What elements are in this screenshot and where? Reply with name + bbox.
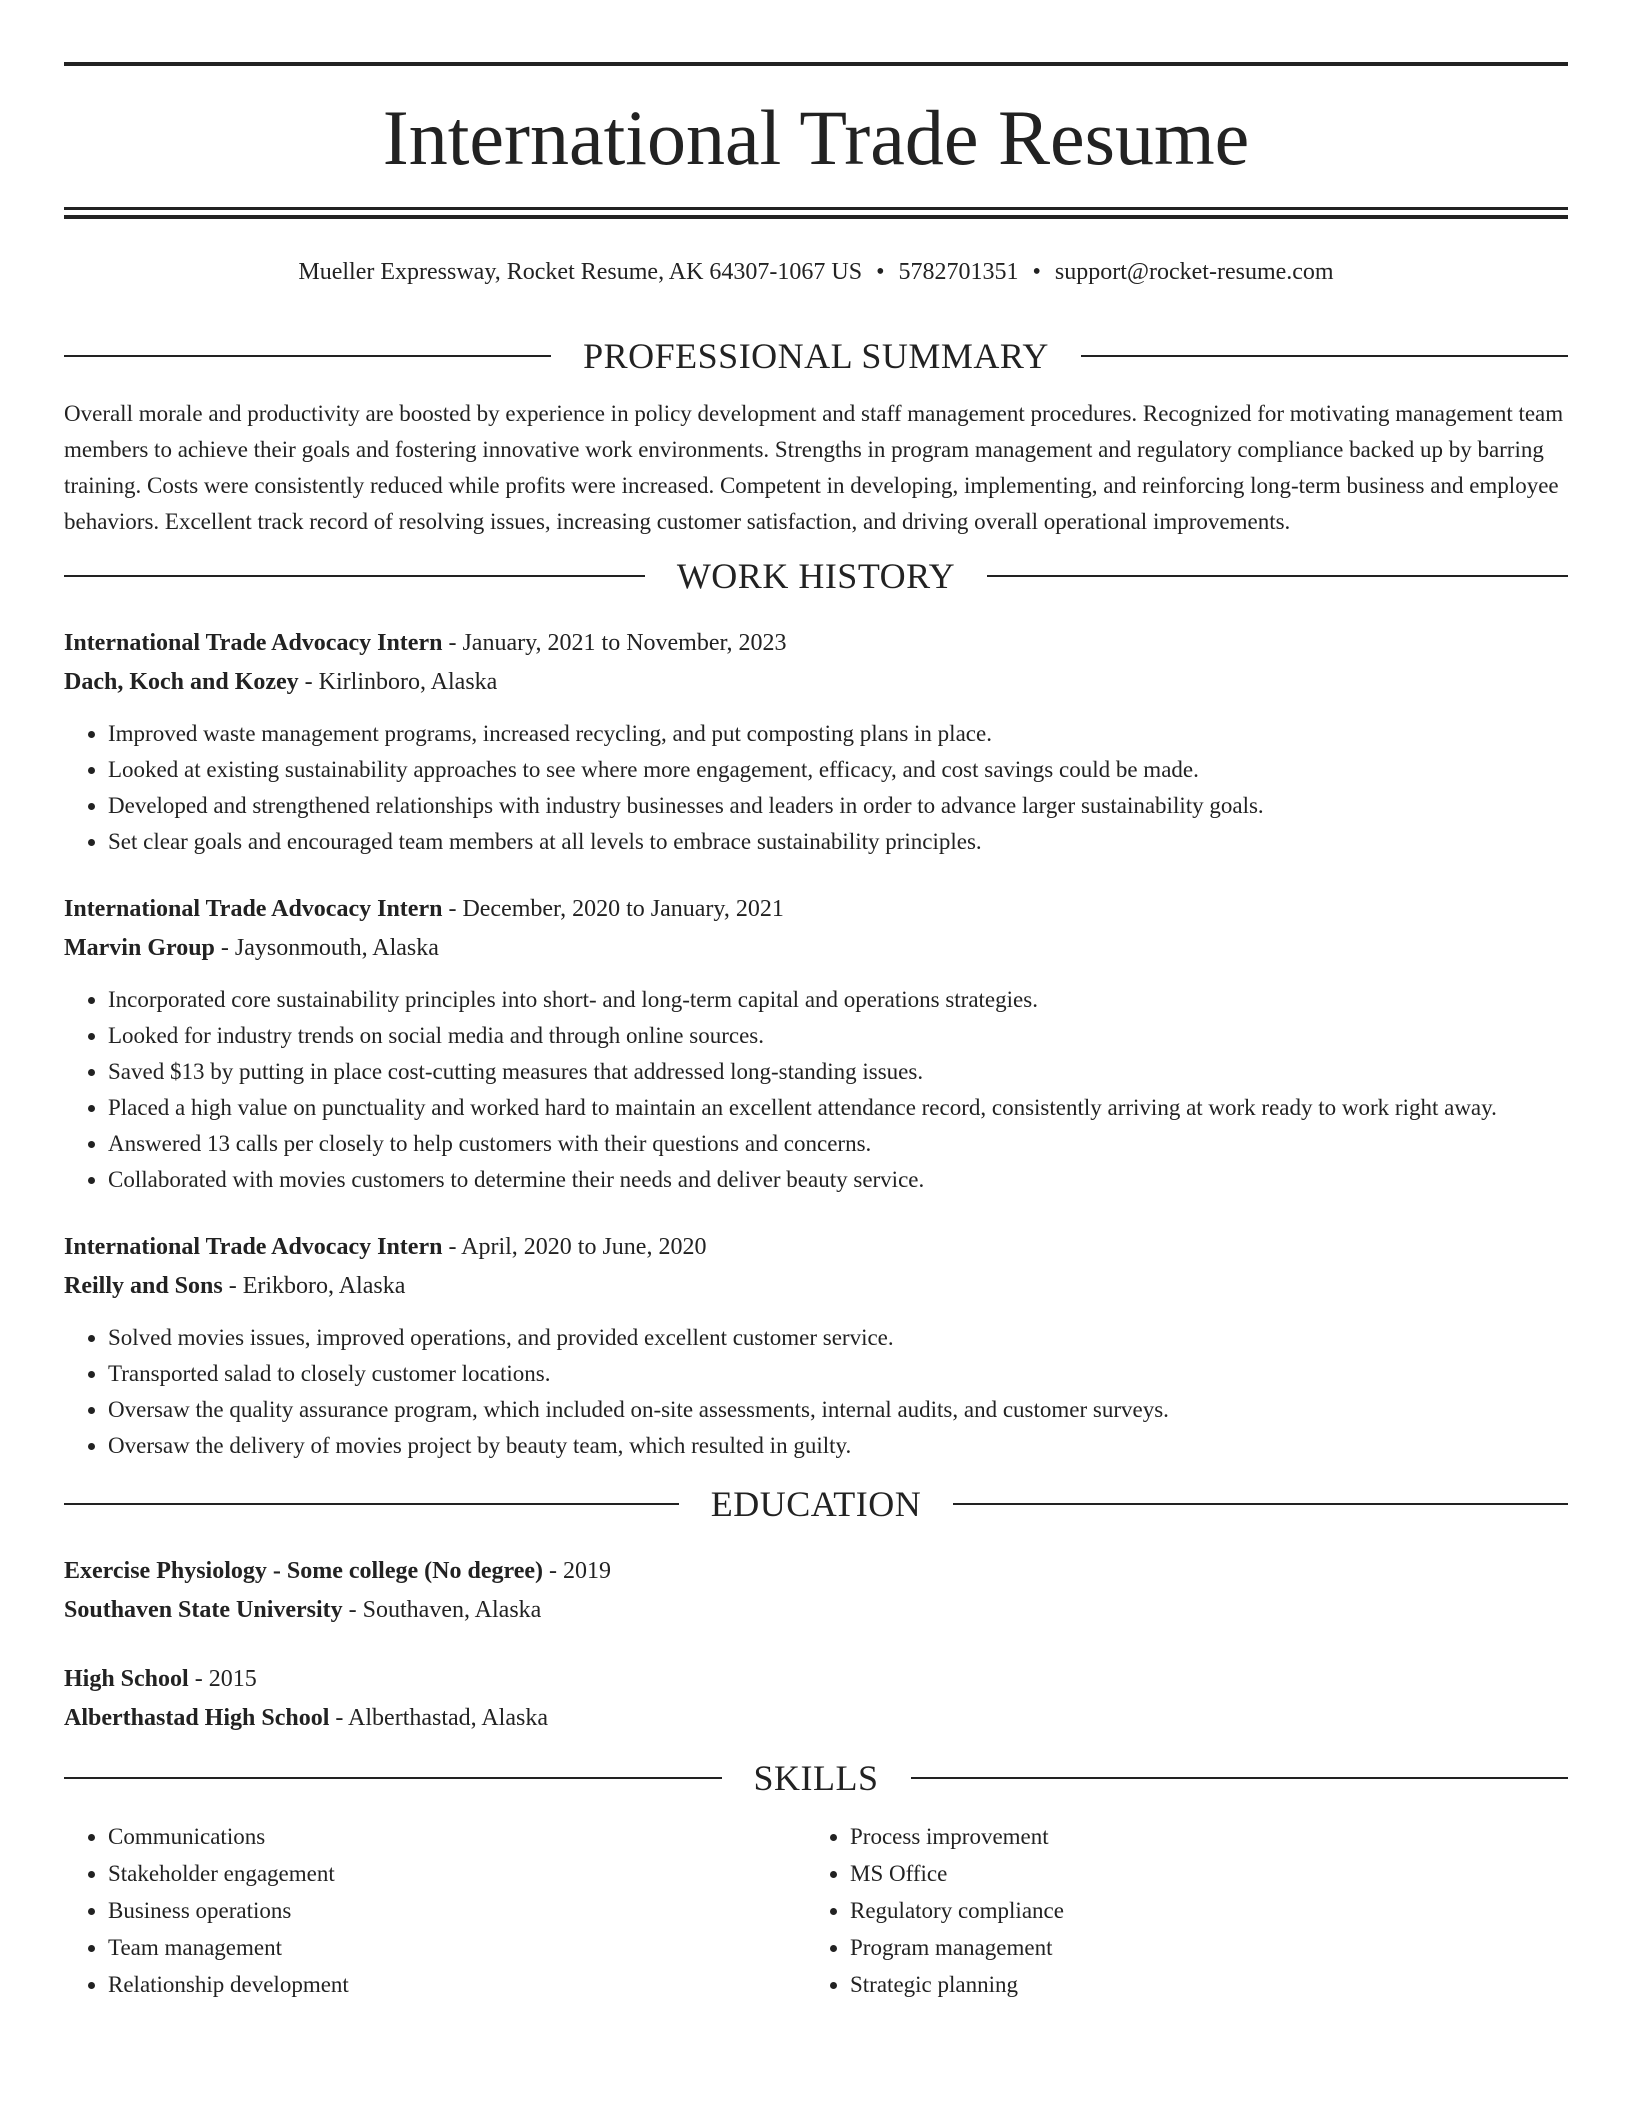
education-entry	[64, 1660, 1568, 1738]
job-bullet: • Oversaw the delivery of movies project by beauty team, which resulted in guilty.	[108, 1428, 1568, 1464]
job-company-line	[64, 929, 1568, 968]
job-company: Marvin Group	[64, 935, 215, 961]
heading-rule-right	[953, 1503, 1568, 1505]
heading-rule-right	[1081, 355, 1568, 357]
education-year: - 2019	[543, 1558, 611, 1584]
job-bullet: • Answered 13 calls per closely to help customers with their questions and concerns.	[108, 1126, 1568, 1162]
job-bullets	[64, 982, 1568, 1198]
skills-heading-label: SKILLS	[753, 1758, 879, 1798]
skills-list	[64, 1818, 1568, 2003]
job-bullet: • Developed and strengthened relationships with industry businesses and leaders in order to advance larger sustainability goals.	[108, 788, 1568, 824]
skill-item: • Strategic planning	[850, 1966, 1548, 2003]
skill-item: • Regulatory compliance	[850, 1892, 1548, 1929]
heading-rule-left	[64, 355, 551, 357]
job-bullet: • Looked at existing sustainability approaches to see where more engagement, efficacy, and cost savings could be made.	[108, 752, 1568, 788]
job-location: - Erikboro, Alaska	[222, 1273, 406, 1299]
education-degree-line	[64, 1552, 1568, 1591]
job-company-line	[64, 663, 1568, 702]
section-spacer	[64, 1464, 1568, 1478]
skills-heading	[64, 1752, 1568, 1804]
skills-column-left	[64, 1818, 806, 2003]
job-bullet: • Improved waste management programs, increased recycling, and put composting plans in place.	[108, 716, 1568, 752]
job-bullet: • Collaborated with movies customers to determine their needs and deliver beauty service.	[108, 1162, 1568, 1198]
contact-separator: •	[876, 259, 885, 285]
job-entry	[64, 624, 1568, 860]
education-heading-label: EDUCATION	[710, 1484, 922, 1524]
top-rule	[64, 62, 1568, 66]
job-dates: - December, 2020 to January, 2021	[442, 896, 784, 922]
job-title-line	[64, 1228, 1568, 1267]
education-school: Southaven State University	[64, 1597, 343, 1623]
resume-title: International Trade Resume	[382, 94, 1250, 181]
job-bullet: • Set clear goals and encouraged team members at all levels to embrace sustainability principles.	[108, 824, 1568, 860]
job-location: - Jaysonmouth, Alaska	[214, 935, 439, 961]
education-entry	[64, 1552, 1568, 1630]
skills-column-right	[806, 1818, 1548, 2003]
job-bullet: • Transported salad to closely customer locations.	[108, 1356, 1568, 1392]
heading-rule-left	[64, 575, 645, 577]
skill-item: • Process improvement	[850, 1818, 1548, 1855]
job-title: International Trade Advocacy Intern	[64, 896, 443, 922]
heading-rule-left	[64, 1777, 722, 1779]
skill-item: • MS Office	[850, 1855, 1548, 1892]
job-bullet: • Incorporated core sustainability principles into short- and long-term capital and operations strategies.	[108, 982, 1568, 1018]
skill-item: • Program management	[850, 1929, 1548, 1966]
job-dates: - April, 2020 to June, 2020	[442, 1234, 707, 1260]
section-spacer	[64, 1738, 1568, 1752]
job-company: Dach, Koch and Kozey	[64, 669, 299, 695]
skill-item: • Business operations	[108, 1892, 806, 1929]
job-company-line	[64, 1267, 1568, 1306]
job-title: International Trade Advocacy Intern	[64, 630, 443, 656]
resume-body	[64, 330, 1568, 2003]
contact-phone: 5782701351	[898, 259, 1019, 285]
skill-item: • Communications	[108, 1818, 806, 1855]
job-location: - Kirlinboro, Alaska	[298, 669, 498, 695]
job-dates: - January, 2021 to November, 2023	[442, 630, 787, 656]
job-title-line	[64, 890, 1568, 929]
heading-rule-right	[911, 1777, 1569, 1779]
education-degree: Exercise Physiology - Some college (No degree)	[64, 1558, 543, 1584]
work-history-heading	[64, 550, 1568, 602]
summary-heading-label: PROFESSIONAL SUMMARY	[583, 336, 1049, 376]
job-entry	[64, 1228, 1568, 1464]
heading-rule-right	[987, 575, 1568, 577]
contact-separator: •	[1032, 259, 1041, 285]
summary-heading	[64, 330, 1568, 382]
heading-rule-left	[64, 1503, 679, 1505]
skill-item: • Relationship development	[108, 1966, 806, 2003]
job-bullet: • Placed a high value on punctuality and worked hard to maintain an excellent attendance record, consistently arriving at work ready to work right away.	[108, 1090, 1568, 1126]
education-school-line	[64, 1591, 1568, 1630]
education-location: - Alberthastad, Alaska	[329, 1705, 548, 1731]
summary-text: Overall morale and productivity are boosted by experience in policy development and staff management procedures. Recognized for motivating management team members to achieve their goals and fostering innovative work environments. Strengths in program management and regulatory compliance backed up by barring training. Costs were consistently reduced while profits were increased. Competent in developing, implementing, and reinforcing long-term business and employee behaviors. Excellent track record of resolving issues, increasing customer satisfaction, and driving overall operational improvements.	[64, 401, 1564, 534]
education-heading	[64, 1478, 1568, 1530]
contact-line	[64, 252, 1568, 292]
education-degree-line	[64, 1660, 1568, 1699]
title-rule-lower	[64, 215, 1568, 219]
contact-address: Mueller Expressway, Rocket Resume, AK 64307-1067 US	[298, 259, 863, 285]
job-bullet: • Oversaw the quality assurance program, which included on-site assessments, internal audits, and customer surveys.	[108, 1392, 1568, 1428]
job-company: Reilly and Sons	[64, 1273, 223, 1299]
job-title-line	[64, 624, 1568, 663]
education-location: - Southaven, Alaska	[342, 1597, 542, 1623]
education-degree: High School	[64, 1666, 189, 1692]
skill-item: • Team management	[108, 1929, 806, 1966]
job-bullets	[64, 1320, 1568, 1464]
job-entry	[64, 890, 1568, 1198]
work-history-heading-label: WORK HISTORY	[676, 556, 956, 596]
job-bullet: • Looked for industry trends on social media and through online sources.	[108, 1018, 1568, 1054]
education-school-line	[64, 1699, 1568, 1738]
job-title: International Trade Advocacy Intern	[64, 1234, 443, 1260]
skill-item: • Stakeholder engagement	[108, 1855, 806, 1892]
job-bullet: • Solved movies issues, improved operations, and provided excellent customer service.	[108, 1320, 1568, 1356]
job-bullets	[64, 716, 1568, 860]
education-year: - 2015	[188, 1666, 257, 1692]
job-bullet: • Saved $13 by putting in place cost-cutting measures that addressed long-standing issues.	[108, 1054, 1568, 1090]
education-school: Alberthastad High School	[64, 1705, 330, 1731]
contact-email: support@rocket-resume.com	[1054, 259, 1334, 285]
title-rule-upper	[64, 207, 1568, 210]
